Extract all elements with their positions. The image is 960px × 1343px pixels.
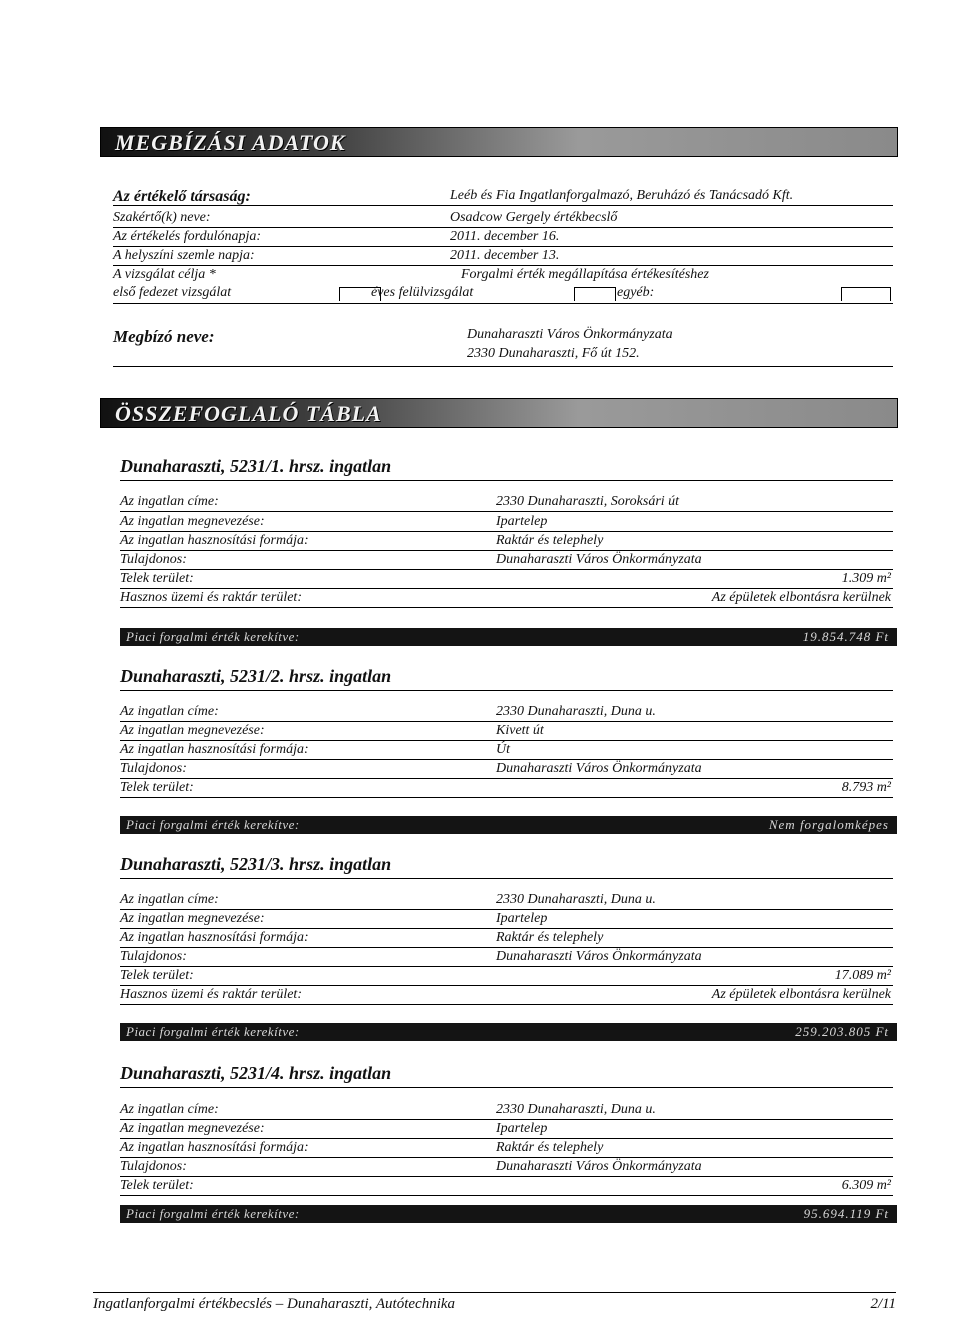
value-bar — [120, 1205, 897, 1223]
client-name: Dunaharaszti Város Önkormányzata — [467, 327, 673, 342]
value-bar-label: Piaci forgalmi érték kerekítve: — [126, 629, 300, 644]
row-label: Az ingatlan hasznosítási formája: — [120, 742, 309, 757]
row-value: Út — [496, 742, 510, 757]
page-footer — [93, 1296, 896, 1318]
value-bar-value: 19.854.748 Ft — [802, 629, 889, 644]
row-value: 2330 Dunaharaszti, Duna u. — [496, 704, 656, 719]
info-value: Leéb és Fia Ingatlanforgalmazó, Beruházó és Tanácsadó Kft. — [450, 188, 794, 203]
row-value: Ipartelep — [496, 1121, 548, 1136]
banner-megbizasi-adatok — [100, 127, 898, 157]
checkbox-second[interactable] — [574, 287, 616, 301]
check-label-first: első fedezet vizsgálat — [113, 285, 232, 300]
info-value: 2011. december 13. — [450, 248, 560, 263]
footer-divider — [93, 1292, 896, 1293]
row-label: Az ingatlan címe: — [120, 1102, 219, 1117]
info-value: Forgalmi érték megállapítása értékesítéshez — [461, 267, 709, 282]
info-label: A helyszíni szemle napja: — [113, 248, 255, 263]
checkbox-third[interactable] — [841, 287, 891, 301]
property-title: Dunaharaszti, 5231/1. hrsz. ingatlan — [120, 456, 893, 481]
value-bar — [120, 628, 897, 646]
property-row — [120, 1102, 893, 1119]
property-row — [120, 1178, 893, 1195]
value-bar-label: Piaci forgalmi érték kerekítve: — [126, 817, 300, 832]
row-value: Ipartelep — [496, 911, 548, 926]
row-value: 2330 Dunaharaszti, Soroksári út — [496, 494, 680, 509]
info-row-expert — [113, 210, 893, 227]
row-label: Telek terület: — [120, 968, 194, 983]
property-row — [120, 1121, 893, 1138]
property-row — [120, 780, 893, 797]
row-label: Az ingatlan megnevezése: — [120, 723, 265, 738]
row-label: Az ingatlan hasznosítási formája: — [120, 930, 309, 945]
row-value: 2330 Dunaharaszti, Duna u. — [496, 892, 656, 907]
value-bar-label: Piaci forgalmi érték kerekítve: — [126, 1206, 300, 1221]
row-label: Tulajdonos: — [120, 1159, 187, 1174]
info-label: A vizsgálat célja * — [113, 267, 216, 282]
info-label: Szakértő(k) neve: — [113, 210, 211, 225]
check-label-third: egyéb: — [617, 285, 655, 300]
info-row-date — [113, 229, 893, 246]
row-value: Dunaharaszti Város Önkormányzata — [496, 1159, 702, 1174]
row-value: Kivett út — [496, 723, 544, 738]
row-label: Az ingatlan megnevezése: — [120, 911, 265, 926]
info-row-company — [113, 188, 893, 205]
row-label: Az ingatlan címe: — [120, 892, 219, 907]
row-value: 6.309 m² — [841, 1178, 891, 1193]
banner-title: MEGBÍZÁSI ADATOK — [115, 130, 346, 155]
row-value: 2330 Dunaharaszti, Duna u. — [496, 1102, 656, 1117]
property-row — [120, 742, 893, 759]
check-label-second: éves felülvizsgálat — [371, 285, 474, 300]
row-value: Dunaharaszti Város Önkormányzata — [496, 552, 702, 567]
row-value: Dunaharaszti Város Önkormányzata — [496, 949, 702, 964]
page-number: 2/11 — [870, 1296, 896, 1312]
property-row — [120, 761, 893, 778]
value-bar-label: Piaci forgalmi érték kerekítve: — [126, 1024, 300, 1039]
property-row — [120, 723, 893, 740]
row-value: 1.309 m² — [841, 571, 891, 586]
info-value: Osadcow Gergely értékbecslő — [450, 210, 618, 225]
property-title: Dunaharaszti, 5231/4. hrsz. ingatlan — [120, 1063, 893, 1088]
row-label: Telek terület: — [120, 1178, 194, 1193]
row-label: Hasznos üzemi és raktár terület: — [120, 590, 302, 605]
property-row — [120, 892, 893, 909]
banner-osszefoglalo-tabla — [100, 398, 898, 428]
banner-title: ÖSSZEFOGLALÓ TÁBLA — [115, 401, 382, 426]
property-row — [120, 911, 893, 928]
row-label: Telek terület: — [120, 780, 194, 795]
value-bar-value: 259.203.805 Ft — [795, 1024, 889, 1039]
row-label: Tulajdonos: — [120, 761, 187, 776]
row-label: Hasznos üzemi és raktár terület: — [120, 987, 302, 1002]
row-label: Telek terület: — [120, 571, 194, 586]
property-title: Dunaharaszti, 5231/3. hrsz. ingatlan — [120, 854, 893, 879]
property-row — [120, 968, 893, 985]
property-row — [120, 533, 893, 550]
info-label: Az értékelés fordulónapja: — [113, 229, 262, 244]
property-row — [120, 514, 893, 531]
client-label: Megbízó neve: — [113, 327, 215, 346]
value-bar-value: Nem forgalomképes — [768, 817, 889, 832]
row-label: Tulajdonos: — [120, 552, 187, 567]
property-row — [120, 1159, 893, 1176]
row-value: 8.793 m² — [841, 780, 891, 795]
info-row-inspection — [113, 248, 893, 265]
property-row — [120, 987, 893, 1004]
info-label: Az értékelő társaság: — [113, 188, 251, 205]
property-row — [120, 552, 893, 569]
row-value: Az épületek elbontásra kerülnek — [711, 987, 891, 1002]
row-value: Raktár és telephely — [496, 930, 604, 945]
value-bar — [120, 1023, 897, 1041]
info-value: 2011. december 16. — [450, 229, 560, 244]
property-row — [120, 590, 893, 607]
property-row — [120, 1140, 893, 1157]
row-value: Raktár és telephely — [496, 1140, 604, 1155]
row-label: Az ingatlan hasznosítási formája: — [120, 533, 309, 548]
property-row — [120, 704, 893, 721]
property-row — [120, 949, 893, 966]
info-row-purpose — [113, 267, 893, 284]
row-value: Ipartelep — [496, 514, 548, 529]
value-bar-value: 95.694.119 Ft — [803, 1206, 889, 1221]
check-row — [113, 285, 893, 303]
client-divider — [113, 366, 893, 367]
row-label: Tulajdonos: — [120, 949, 187, 964]
row-label: Az ingatlan címe: — [120, 704, 219, 719]
client-address: 2330 Dunaharaszti, Fő út 152. — [467, 346, 640, 361]
row-value: Dunaharaszti Város Önkormányzata — [496, 761, 702, 776]
footer-title: Ingatlanforgalmi értékbecslés – Dunaharaszti, Autótechnika — [93, 1296, 456, 1312]
property-row — [120, 930, 893, 947]
value-bar — [120, 816, 897, 834]
row-value: 17.089 m² — [834, 968, 891, 983]
row-label: Az ingatlan hasznosítási formája: — [120, 1140, 309, 1155]
row-label: Az ingatlan megnevezése: — [120, 514, 265, 529]
row-value: Raktár és telephely — [496, 533, 604, 548]
row-value: Az épületek elbontásra kerülnek — [711, 590, 891, 605]
row-label: Az ingatlan címe: — [120, 494, 219, 509]
property-row — [120, 494, 893, 511]
row-label: Az ingatlan megnevezése: — [120, 1121, 265, 1136]
property-row — [120, 571, 893, 588]
property-title: Dunaharaszti, 5231/2. hrsz. ingatlan — [120, 666, 893, 691]
